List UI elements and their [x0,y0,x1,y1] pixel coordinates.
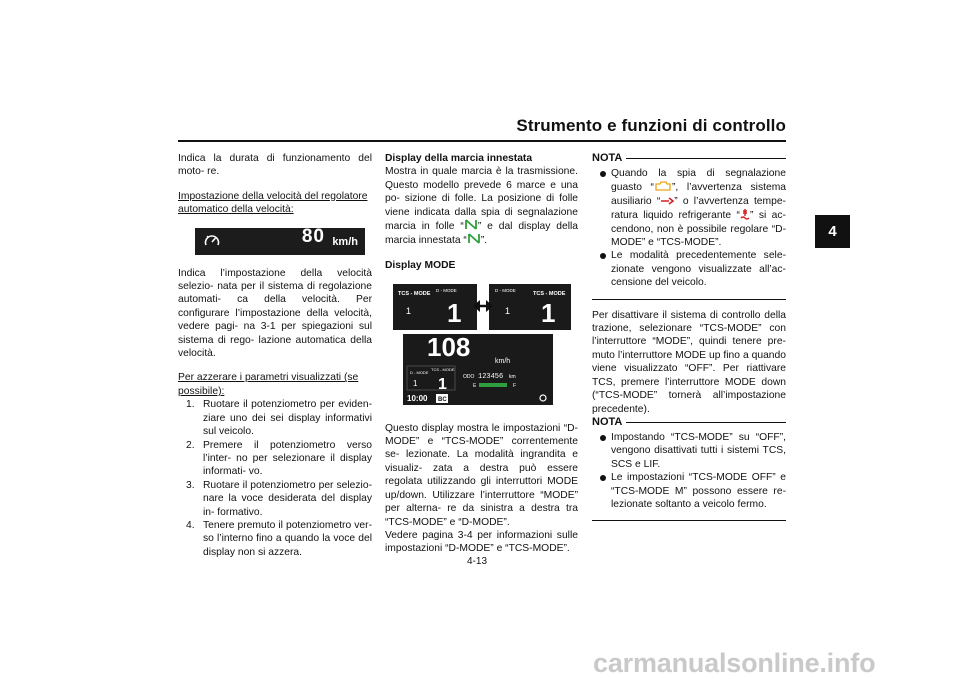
engine-warning-icon [654,180,672,192]
tcs-disable-text: Per disattivare il sistema di controllo della trazione, selezionare “TCS-MODE” con l’interruttore “MODE”, quindi tenere pre- muto l’interruttore MODE up fino a quando viene visualizzato “OFF”. Per riattivare TCS, premere l’interruttore MODE down (“TCS-MODE” tornerà all’impostazione precedente). [592,309,786,415]
list-item: Le modalità precedentemente sele- zionate vengono visualizzate all’ac- censione del veicolo. [592,249,786,289]
svg-text:1: 1 [447,298,462,329]
column-right [592,152,786,530]
nota-heading: NOTA [592,416,786,429]
cruise-speed-unit: km/h [332,235,358,248]
list-item: 4. Tenere premuto il potenziometro ver- so l’interno fino a quando la voce del display non si azzera. [186,519,372,558]
svg-text:D - MODE: D - MODE [436,288,457,294]
nota-list [592,431,786,511]
chapter-tab: 4 [815,215,850,248]
svg-text:D - MODE: D - MODE [495,288,516,294]
speed-unit: km/h [495,358,511,366]
watermark: carmanualsonline.info [593,648,876,678]
mode-heading: Display MODE [385,259,456,271]
svg-text:123456: 123456 [478,373,504,382]
svg-text:TCS - MODE: TCS - MODE [431,367,455,373]
speedometer-icon [203,232,221,250]
svg-text:ODO: ODO [463,374,475,381]
svg-text:1: 1 [505,306,511,317]
mode-reference: Vedere pagina 3-4 per informazioni sulle impostazioni “D-MODE” e “TCS-MODE”. [385,529,578,555]
divider [592,520,786,521]
list-item: Impostando “TCS-MODE” su “OFF”, vengono disattivati tutti i sistemi TCS, SCS e LIF. [592,431,786,471]
svg-text:E: E [473,383,477,390]
list-item: 2. Premere il potenziometro verso l’inter- no per selezionare il display informati- vo. [186,439,372,478]
coolant-temperature-icon [740,208,750,220]
svg-text:1: 1 [541,298,556,329]
gear-heading: Display della marcia innestata [385,153,533,164]
mode-display-illustration [393,282,571,405]
auxiliary-warning-icon [660,196,674,206]
gear-text: Mostra in quale marcia è la trasmissione. Questo modello prevede 6 marce e una po- sizione di folle. La posizione di folle viene indicata dalla spia di segnalazione marcia in folle “ ” e dal display della marcia innestata “ ”. [385,166,578,247]
nota-list [592,167,786,290]
svg-text:10:00: 10:00 [407,394,428,404]
mode-text: Questo display mostra le impostazioni “D- MODE” e “TCS-MODE” correntemente se- lezionate. La modalità ingrandita e visualiz- zata a destra può essere regolata utilizzando gli interruttori MODE up/down. Utilizzare l’interruttore “MODE” per alterna- re da sinistra a destra tra “TCS-MODE” e “D-MODE”. [385,422,578,528]
svg-text:TCS - MODE: TCS - MODE [398,291,431,298]
column-left [178,152,372,559]
list-item: 1. Ruotare il potenziometro per eviden- ziare uno dei sei display informativi sul veicolo. [186,399,372,438]
cruise-text: Indica l’impostazione della velocità selezio- nata per il sistema di regolazione automati- ca della velocità. Per configurare l’impostazione della velocità, vedere pagi- na 3-1 per spiegazioni sul sistema di rego- lazione automatica della velocità. [178,267,372,360]
svg-text:1: 1 [406,306,412,317]
list-item: Quando la spia di segnalazione guasto “ ”, l’avvertenza sistema ausiliario “ ” o l’avvertenza tempe- ratura liquido refrigerante “ ” si ac- cendono, non è possibile regolare “D- MODE” e “TCS-MODE”. [592,167,786,249]
page-title: Strumento e funzioni di controllo [516,116,786,135]
reset-heading: Per azzerare i parametri visualizzati (se possibile): [178,372,359,397]
svg-text:D - MODE: D - MODE [410,370,429,376]
reset-steps [178,398,372,559]
cruise-heading: Impostazione della velocità del regolatore automatico della velocità: [178,190,368,216]
neutral-gear-icon [467,233,481,244]
speed-partial: 108 [427,332,471,363]
divider [592,299,786,300]
column-middle [385,152,578,556]
svg-text:F: F [513,383,517,390]
svg-text:1: 1 [413,379,418,389]
neutral-indicator-icon [464,219,478,230]
intro-text: Indica la durata di funzionamento del moto- re. [178,153,372,178]
cruise-speed-value: 80 [301,225,325,247]
title-rule [178,140,786,142]
svg-text:BC: BC [438,397,447,404]
list-item: Le impostazioni “TCS-MODE OFF” e “TCS-MODE M” possono essere re- lezionate soltanto a veicolo fermo. [592,471,786,511]
cruise-speed-display [195,225,365,255]
nota-heading: NOTA [592,152,786,165]
svg-text:km: km [509,374,516,381]
svg-text:1: 1 [438,376,447,394]
page-number: 4-13 [467,556,488,567]
list-item: 3. Ruotare il potenziometro per selezio- nare la voce desiderata del display in- formativo. [186,479,372,518]
svg-text:TCS - MODE: TCS - MODE [533,291,566,298]
